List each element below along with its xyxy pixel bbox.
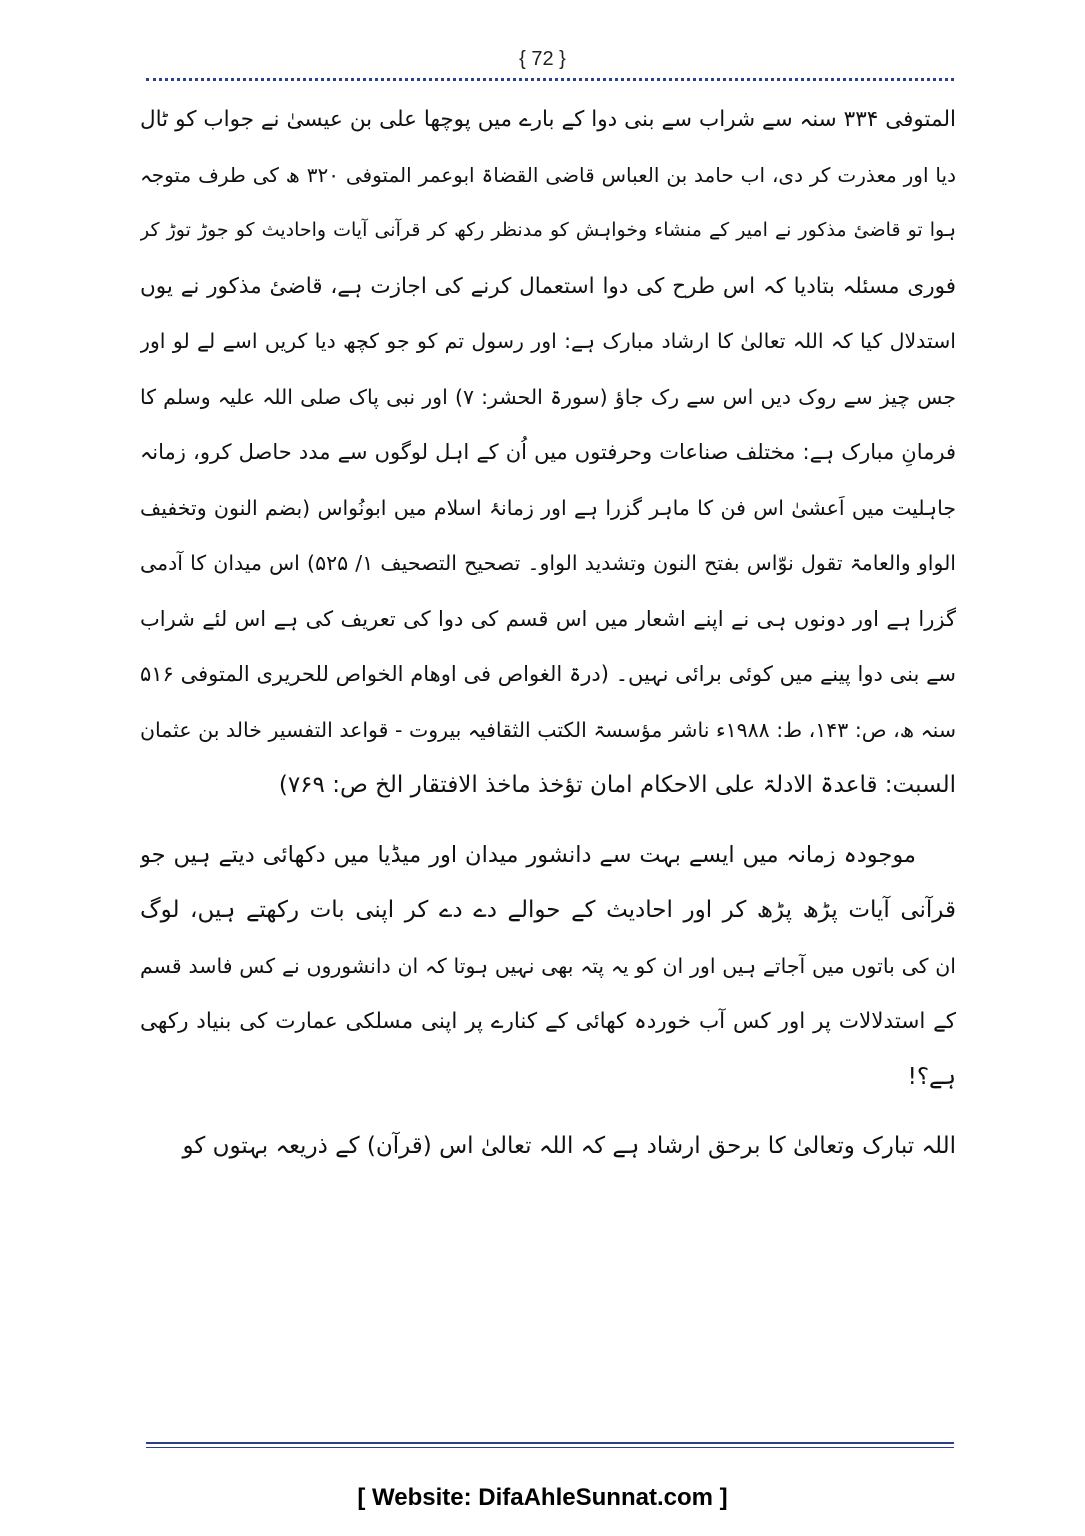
header-dotted-divider <box>146 78 954 81</box>
text-line: المتوفی ۳۳۴ سنہ سے شراب سے بنی دوا کے بارے میں پوچھا علی بن عیسیٰ نے جواب کو ٹال <box>140 107 956 132</box>
text-line: دیا اور معذرت کر دی، اب حامد بن العباس قاضی القضاۃ ابوعمر المتوفی ۳۲۰ ھ کی طرف متوجہ <box>140 162 956 187</box>
page-number: { 72 } <box>519 48 566 70</box>
paragraph-2-line: کے استدلالات پر اور کس آب خوردہ کھائی کے کنارے پر اپنی مسلکی عمارت کی بنیاد رکھی <box>140 1009 956 1034</box>
text-line: گزرا ہے اور دونوں ہی نے اپنے اشعار میں اس قسم کی دوا کی تعریف کی ہے اس لئے شراب <box>140 606 956 631</box>
paragraph-3-line: اللہ تبارک وتعالیٰ کا برحق ارشاد ہے کہ اللہ تعالیٰ اس (قرآن) کے ذریعہ بہتوں کو <box>182 1133 956 1159</box>
paragraph-2-line: موجودہ زمانہ میں ایسے بہت سے دانشور میدان اور میڈیا میں دکھائی دیتے ہیں جو <box>140 841 916 868</box>
paragraph-2-line: قرآنی آیات پڑھ پڑھ کر اور احادیث کے حوالے دے دے کر اپنی بات رکھتے ہیں، لوگ <box>140 897 956 923</box>
text-line: سے بنی دوا پینے میں کوئی برائی نہیں۔ (درۃ الغواص فی اوھام الخواص للحریری المتوفی ۵۱۶ <box>140 662 956 686</box>
text-line: فوری مسئلہ بتادیا کہ اس طرح کی دوا استعمال کرنے کی اجازت ہے، قاضیٔ مذکور نے یوں <box>140 273 956 299</box>
text-line: فرمانِ مبارک ہے: مختلف صناعات وحرفتوں میں اُن کے اہل لوگوں سے مدد حاصل کرو، زمانہ <box>140 440 956 464</box>
text-line: الواو والعامۃ تقول نوّاس بفتح النون وتشدید الواو۔ تصحیح التصحیف ۱/ ۵۲۵) اس میدان کا آدمی <box>140 551 956 575</box>
text-line: سنہ ھ، ص: ۱۴۳، ط: ۱۹۸۸ء ناشر مؤسسۃ الکتب الثقافیہ بیروت - قواعد التفسیر خالد بن عثمان <box>140 717 956 742</box>
page-body <box>140 92 956 1175</box>
text-line: ہوا تو قاضیٔ مذکور نے امیر کے منشاء وخواہش کو مدنظر رکھ کر قرآنی آیات واحادیث کو جوڑ توڑ کر <box>140 219 956 241</box>
text-line: جاہلیت میں اَعشیٰ اس فن کا ماہر گزرا ہے اور زمانۂ اسلام میں ابونُواس (بضم النون وتخفیف <box>140 495 956 520</box>
text-line: استدلال کیا کہ اللہ تعالیٰ کا ارشاد مبارک ہے: اور رسول تم کو جو کچھ دیا کریں اسے لے لو اور <box>140 329 956 353</box>
footer-double-divider <box>146 1442 954 1448</box>
text-line: السبت: قاعدۃ الادلۃ علی الاحکام امان تؤخذ ماخذ الافتقار الخ ص: ۷۶۹) <box>278 772 956 798</box>
paragraph-2-line: ان کی باتوں میں آجاتے ہیں اور ان کو یہ پتہ بھی نہیں ہوتا کہ ان دانشوروں نے کس فاسد قسم <box>140 953 956 978</box>
text-line: جس چیز سے روک دیں اس سے رک جاؤ (سورۃ الحشر: ۷) اور نبی پاک صلی اللہ علیہ وسلم کا <box>140 384 956 409</box>
paragraph-2-line: ہے؟! <box>907 1063 956 1090</box>
website-footer: [ Website: DifaAhleSunnat.com ] <box>357 1484 728 1511</box>
